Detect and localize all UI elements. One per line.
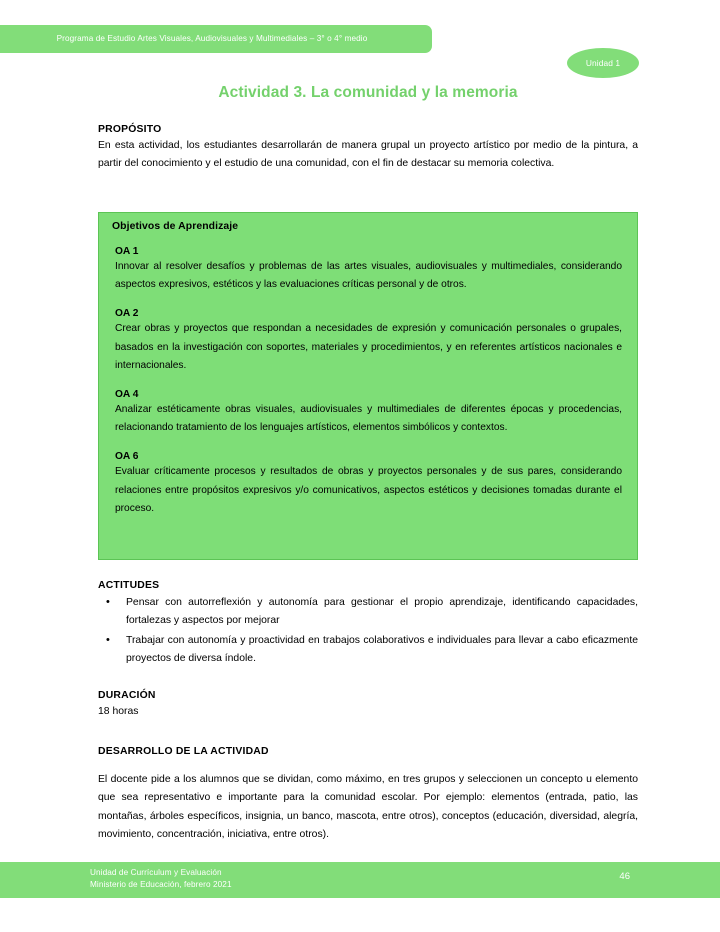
objetivo-text: Innovar al resolver desafíos y problemas de las artes visuales, audiovisuales y multimediales, considerando aspectos expresivos, estéticos y las evaluaciones críticas personal y de otros. xyxy=(115,261,622,291)
desarrollo-heading: DESARROLLO DE LA ACTIVIDAD xyxy=(98,746,269,757)
duracion-heading: DURACIÓN xyxy=(98,690,156,701)
objetivo-item xyxy=(112,246,624,294)
objetivo-item xyxy=(112,308,624,375)
objetivo-text: Analizar estéticamente obras visuales, audiovisuales y multimediales de diferentes épocas y procedencias, relacionando tratamiento de los lenguajes artísticos, elementos simbólicos y contextos. xyxy=(115,404,622,434)
objetivo-code: OA 4 xyxy=(115,389,139,401)
footer-line-2: Ministerio de Educación, febrero 2021 xyxy=(90,880,232,889)
desarrollo-section xyxy=(98,746,638,845)
duracion-value: 18 horas xyxy=(98,706,139,717)
objetivo-item xyxy=(112,389,624,437)
page-title: Actividad 3. La comunidad y la memoria xyxy=(218,84,518,101)
unit-badge xyxy=(567,48,639,78)
page-header xyxy=(0,25,720,68)
proposito-section xyxy=(98,124,638,174)
objetivo-text: Evaluar críticamente procesos y resultados de obras y proyectos personales y de sus pares, considerando relaciones entre propósitos expresivos y/o comunicativos, aspectos estéticos y decisiones tomadas durante el proceso. xyxy=(115,466,622,514)
actitudes-section xyxy=(98,580,638,670)
header-banner xyxy=(0,25,432,53)
proposito-heading: PROPÓSITO xyxy=(98,124,162,135)
objetivo-code: OA 1 xyxy=(115,246,139,257)
objetivo-item xyxy=(112,451,624,518)
objetivo-code: OA 2 xyxy=(115,308,139,320)
footer-line-1: Unidad de Currículum y Evaluación xyxy=(90,868,222,877)
page-footer xyxy=(0,862,720,898)
objetivo-text: Crear obras y proyectos que respondan a necesidades de expresión y comunicación personales o grupales, basados en la investigación con soportes, materiales y procedimientos, y en referentes artísticos nacionales e internacionales. xyxy=(115,323,622,371)
objetivos-box-title: Objetivos de Aprendizaje xyxy=(112,221,239,232)
desarrollo-text: El docente pide a los alumnos que se dividan, como máximo, en tres grupos y seleccionen un concepto u elemento que sea representativo e importante para la comunidad escolar. Por ejemplo: elementos (entrada, patio, las montañas, árboles específicos, insignia, un banco, mascota, entre otros), conceptos (educación, diversidad, alegría, movimiento, concentración, iniciativa, entre otros). xyxy=(98,774,638,841)
actitudes-heading: ACTITUDES xyxy=(98,580,160,591)
objetivo-code: OA 6 xyxy=(115,451,139,463)
proposito-text: En esta actividad, los estudiantes desarrollarán de manera grupal un proyecto artístico por medio de la pintura, a partir del conocimiento y el estudio de una comunidad, con el fin de destacar su memoria colectiva. xyxy=(98,140,638,170)
footer-inner xyxy=(90,862,630,898)
page-number: 46 xyxy=(619,871,630,882)
header-banner-label: Programa de Estudio Artes Visuales, Audiovisuales y Multimediales – 3° o 4° medio xyxy=(56,34,368,43)
unit-badge-label: Unidad 1 xyxy=(585,58,621,68)
objetivos-aprendizaje-box xyxy=(98,212,638,560)
list-item: • Pensar con autorreflexión y autonomía para gestionar el propio aprendizaje, identificando capacidades, fortalezas y aspectos por mejorar xyxy=(98,594,638,631)
actitudes-list xyxy=(98,594,638,669)
list-item: • Trabajar con autonomía y proactividad en trabajos colaborativos e individuales para llevar a cabo eficazmente proyectos de diversa índole. xyxy=(98,632,638,669)
duracion-section xyxy=(98,690,638,721)
